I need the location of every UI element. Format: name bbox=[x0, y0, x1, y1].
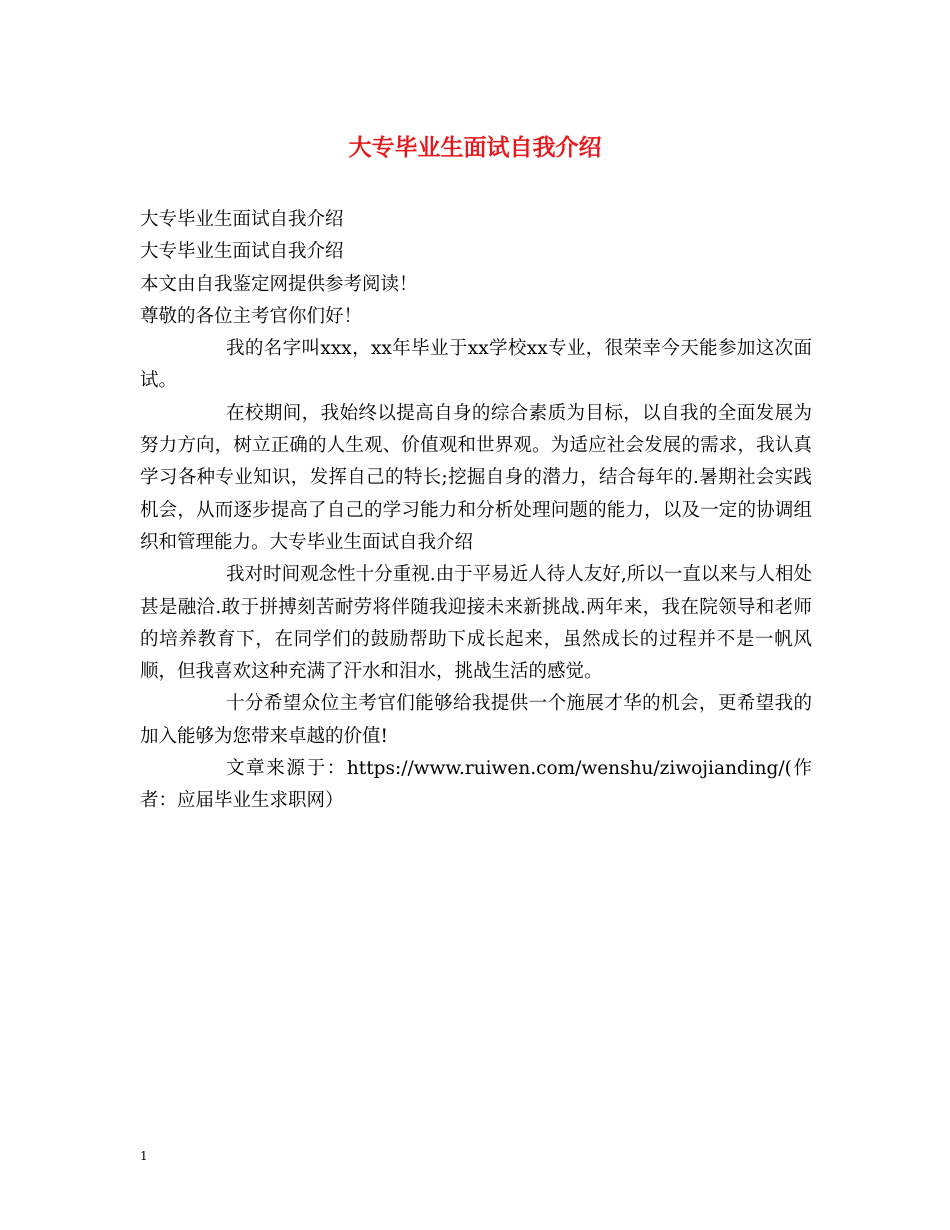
heading-line: 大专毕业生面试自我介绍 bbox=[140, 209, 344, 230]
source-note-line: 本文由自我鉴定网提供参考阅读！ bbox=[140, 273, 418, 295]
paragraph-intro: 我的名字叫xxx，xx年毕业于xx学校xx专业，很荣幸今天能参加这次面试。 bbox=[140, 338, 812, 392]
document-body bbox=[140, 204, 812, 818]
heading-line: 大专毕业生面试自我介绍 bbox=[140, 241, 344, 263]
paragraph-campus: 在校期间，我始终以提高自身的综合素质为目标，以自我的全面发展为努力方向，树立正确的人生观、价值观和世界观。为适应社会发展的需求，我认真学习各种专业知识，发挥自己的特长;挖掘自身的潜力，结合每年的.暑期社会实践机会，从而逐步提高了自己的学习能力和分析处理问题的能力，以及一定的协调组织和管理能力。大专毕业生面试自我介绍 bbox=[140, 402, 812, 553]
paragraph-closing: 十分希望众位主考官们能够给我提供一个施展才华的机会，更希望我的加入能够为您带来卓越的价值! bbox=[140, 693, 812, 747]
page-number: 1 bbox=[140, 1149, 148, 1163]
paragraph-character: 我对时间观念性十分重视.由于平易近人待人友好,所以一直以来与人相处甚是融洽.敢于拼搏刻苦耐劳将伴随我迎接未来新挑战.两年来，我在院领导和老师的培养教育下，在同学们的鼓励帮助下成长起来，虽然成长的过程并不是一帆风顺，但我喜欢这种充满了汗水和泪水，挑战生活的感觉。 bbox=[140, 564, 812, 683]
document-title: 大专毕业生面试自我介绍 bbox=[348, 135, 602, 161]
greeting-line: 尊敬的各位主考官你们好！ bbox=[140, 305, 363, 327]
source-attribution: 文章来源于：https://www.ruiwen.com/wenshu/ziwojianding/(作者：应届毕业生求职网） bbox=[140, 758, 812, 812]
